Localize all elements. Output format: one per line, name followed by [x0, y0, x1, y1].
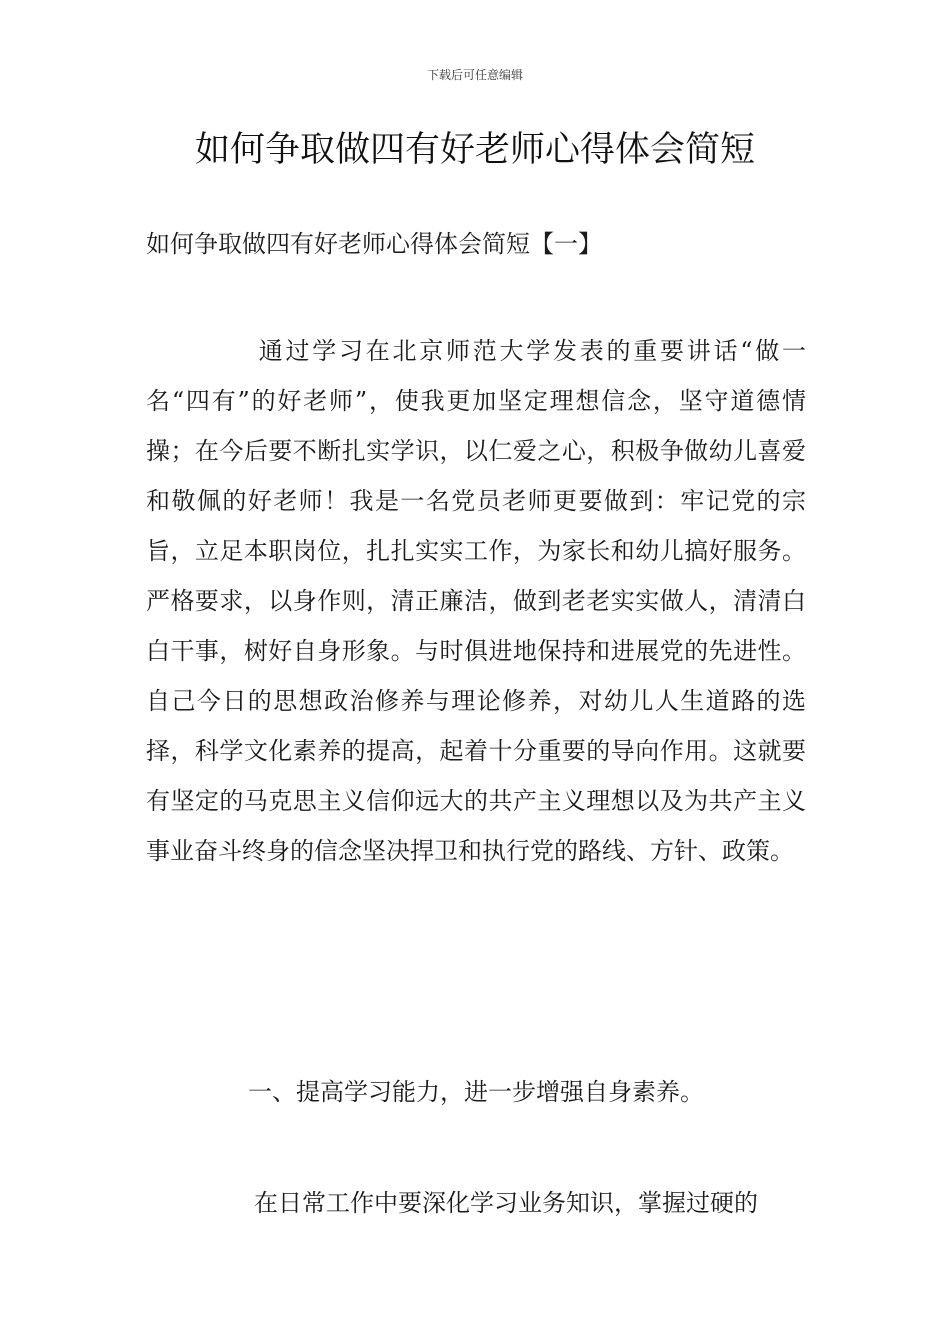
body-paragraph-1-text: 通过学习在北京师范大学发表的重要讲话“做一名“四有”的好老师”，使我更加坚定理想信念，坚守道德情操；在今后要不断扎实学识，以仁爱之心，积极争做幼儿喜爱和敬佩的好老师！我是一名党员老师更要做到：牢记党的宗旨，立足本职岗位，扎扎实实工作，为家长和幼儿搞好服务。严格要求，以身作则，清正廉洁，做到老老实实做人，清清白白干事，树好自身形象。与时俱进地保持和进展党的先进性。自己今日的思想政治修养与理论修养，对幼儿人生道路的选择，科学文化素养的提高，起着十分重要的导向作用。这就要有坚定的马克思主义信仰远大的共产主义理想以及为共产主义事业奋斗终身的信念坚决捍卫和执行党的路线、方针、政策。	[146, 337, 806, 865]
document-title: 如何争取做四有好老师心得体会简短	[194, 130, 755, 170]
body-paragraph-2-text: 在日常工作中要深化学习业务知识，掌握过硬的	[254, 1189, 758, 1217]
subheading-1: 一、提高学习能力，进一步增强自身素养。	[248, 1078, 704, 1106]
body-paragraph-2	[146, 1178, 806, 1228]
header-note: 下载后可任意编辑	[426, 68, 523, 82]
body-paragraph-1	[146, 326, 806, 876]
section-heading: 如何争取做四有好老师心得体会简短【一】	[146, 230, 602, 258]
